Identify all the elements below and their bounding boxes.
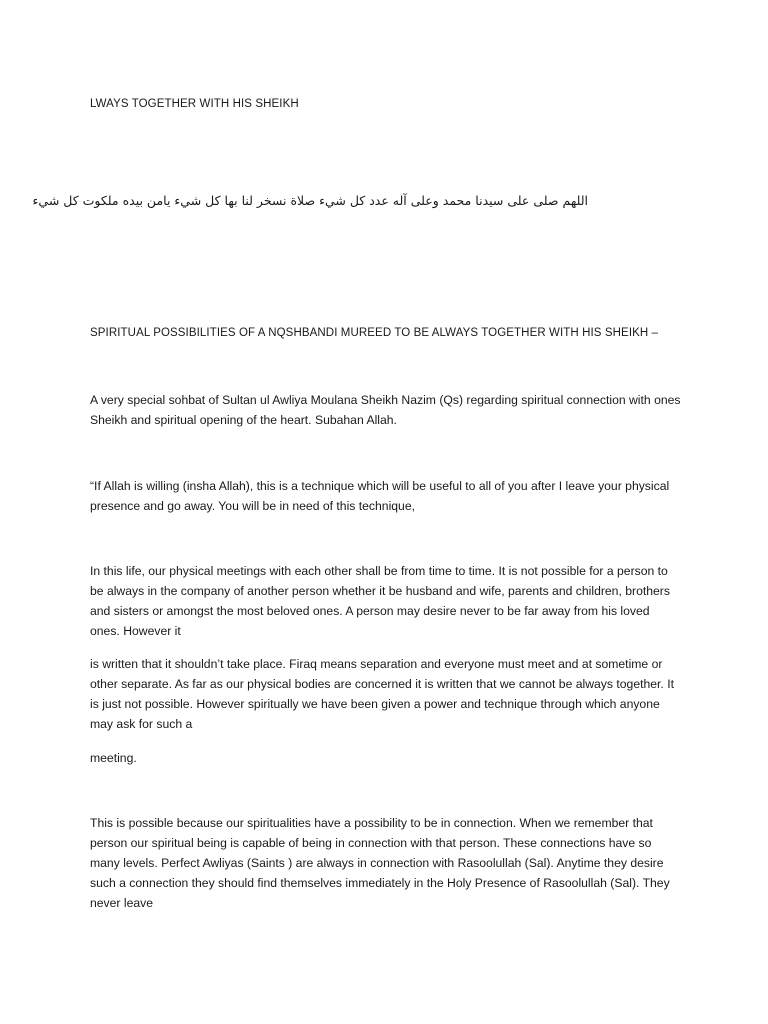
- body-paragraph-1: In this life, our physical meetings with each other shall be from time to time. It is not possible for a person to be always in the company of another person whether it be husband and wife, parents and children, brothers and sisters or amongst the most beloved ones. A person may desire never to be far away from his loved ones. However it: [90, 564, 670, 638]
- document-heading: LWAYS TOGETHER WITH HIS SHEIKH: [90, 98, 299, 110]
- arabic-invocation: اللهم صلى على سيدنا محمد وعلى آله عدد كل شيء صلاة نسخر لنا بها كل شيء يامن بيده ملكوت كل شيء: [32, 193, 588, 208]
- intro-paragraph: A very special sohbat of Sultan ul Awliya Moulana Sheikh Nazim (Qs) regarding spiritual connection with ones Sheikh and spiritual opening of the heart. Subahan Allah.: [90, 393, 681, 427]
- section-title: SPIRITUAL POSSIBILITIES OF A NQSHBANDI MUREED TO BE ALWAYS TOGETHER WITH HIS SHEIKH –: [90, 327, 659, 339]
- body-paragraph-2: is written that it shouldn’t take place. Firaq means separation and everyone must meet and at sometime or other separate. As far as our physical bodies are concerned it is written that we cannot be always together. It is just not possible. However spiritually we have been given a power and technique through which anyone may ask for such a: [90, 657, 674, 731]
- quote-paragraph: “If Allah is willing (insha Allah), this is a technique which will be useful to all of you after I leave your physical presence and go away. You will be in need of this technique,: [90, 479, 670, 513]
- body-paragraph-4: This is possible because our spiritualities have a possibility to be in connection. When we remember that person our spiritual being is capable of being in connection with that person. These connections have so many levels. Perfect Awliyas (Saints ) are always in connection with Rasoolullah (Sal). Anytime they desire such a connection they should find themselves immediately in the Holy Presence of Rasoolullah (Sal). They never leave: [90, 816, 670, 910]
- body-paragraph-3: meeting.: [90, 751, 137, 765]
